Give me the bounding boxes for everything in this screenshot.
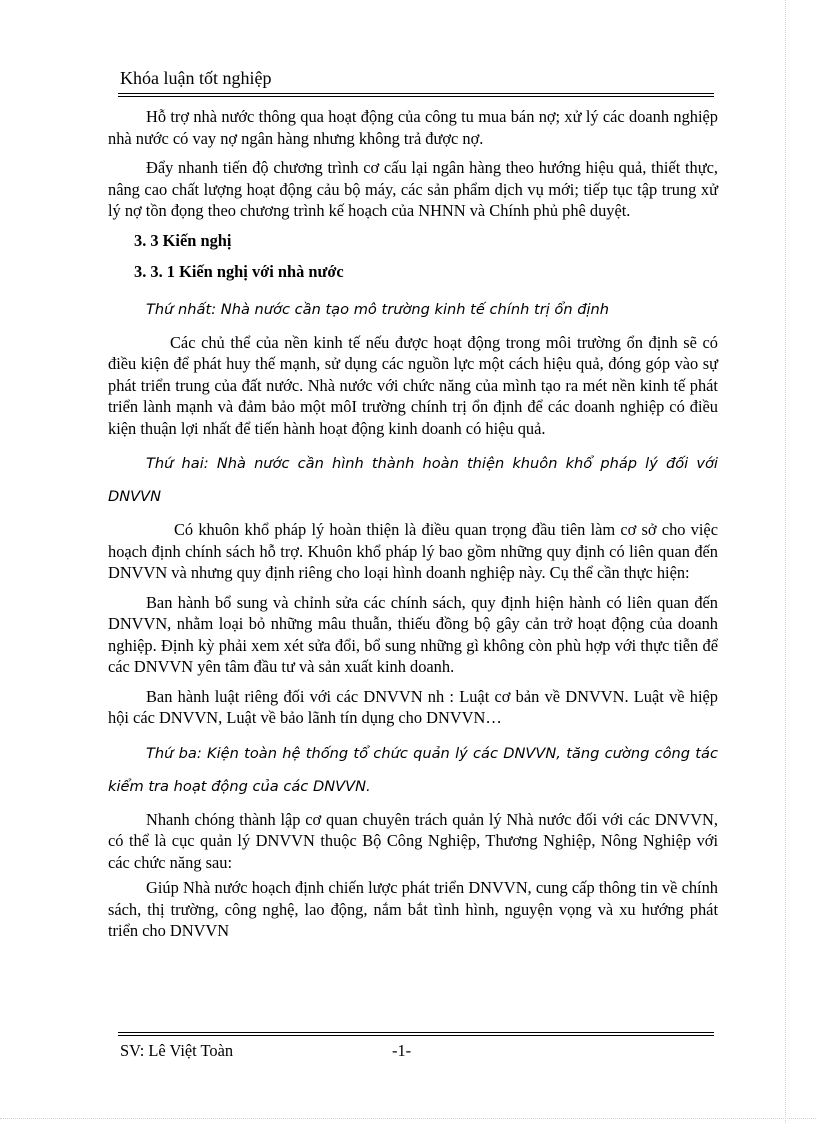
paragraph-5: Ban hành bổ sung và chỉnh sửa các chính sách, quy định hiện hành có liên quan đến DNVVN, nhằm loại bỏ những mâu thuẫn, thiếu đồng bộ gây cản trở hoạt động của doanh nghiệp. Định kỳ phải xem xét sửa đổi, bổ sung những gì không còn phù hợp với thực tiễn để các DNVVN yên tâm đầu tư và sản xuất kinh doanh. <box>108 592 718 676</box>
document-body <box>108 106 718 950</box>
italic-heading-3: Thứ ba: Kiện toàn hệ thống tổ chức quản lý các DNVVN, tăng cường công tác kiểm tra hoạt động của các DNVVN. <box>108 744 718 795</box>
paragraph-2: Đẩy nhanh tiến độ chương trình cơ cấu lại ngân hàng theo hướng hiệu quả, thiết thực, nâng cao chất lượng hoạt động cảu bộ máy, các sản phẩm dịch vụ mới; tiếp tục tập trung xử lý nợ tồn đọng theo chương trình kế hoạch của NHNN và Chính phủ phê duyệt. <box>108 158 718 220</box>
paragraph-8: Giúp Nhà nước hoạch định chiến lược phát triển DNVVN, cung cấp thông tin về chính sách, thị trường, công nghệ, lao động, nắm bắt tình hình, nguyện vọng và xu hướng phát triển cho DNVVN <box>108 878 718 940</box>
section-heading: 3. 3 Kiến nghị <box>134 230 232 250</box>
header-title: Khóa luận tốt nghiệp <box>120 68 272 88</box>
paragraph-1: Hỗ trợ nhà nước thông qua hoạt động của công tu mua bán nợ; xử lý các doanh nghiệp nhà nước có vay nợ ngân hàng nhưng không trả được nợ. <box>108 107 718 148</box>
italic-heading-2: Thứ hai: Nhà nước cần hình thành hoàn thiện khuôn khổ pháp lý đối với DNVVN <box>108 455 718 505</box>
page-edge-dotted-column <box>785 0 786 1123</box>
footer-page-number: -1- <box>392 1041 412 1060</box>
paragraph-4: Có khuôn khổ pháp lý hoàn thiện là điều quan trọng đầu tiên làm cơ sở cho việc hoạch định chính sách hỗ trợ. Khuôn khổ pháp lý bao gồm những quy định có liên quan đến DNVVN và nhưng quy định riêng cho loại hình doanh nghiệp này. Cụ thể cần thực hiện: <box>108 520 718 582</box>
italic-heading-1: Thứ nhất: Nhà nước cần tạo mô trường kinh tế chính trị ổn định <box>146 300 610 318</box>
page-edge-dotted-line <box>0 1118 816 1119</box>
paragraph-3: Các chủ thể của nền kinh tế nếu được hoạt động trong môi trường ổn định sẽ có điều kiện để phát huy thế mạnh, sử dụng các nguồn lực một cách hiệu quả, đóng góp vào sự phát triển trung của đất nước. Nhà nước với chức năng của mình tạo ra mét nền kinh tế phát triển lành mạnh và đảm bảo một môI trường chính trị ổn định để các doanh nghiệp có điều kiện thuận lợi nhất để tiến hành hoạt động kinh doanh có hiệu quả. <box>108 332 718 438</box>
footer-rule-bottom <box>118 1035 714 1036</box>
paragraph-7: Nhanh chóng thành lập cơ quan chuyên trách quản lý Nhà nước đối với các DNVVN, có thể là cục quản lý DNVVN thuộc Bộ Công Nghiệp, Thương Nghiệp, Nông Nghiệp với các chức năng sau: <box>108 809 718 872</box>
header-rule-top <box>118 93 714 94</box>
footer-author: SV: Lê Việt Toàn <box>120 1041 234 1060</box>
subsection-heading: 3. 3. 1 Kiến nghị với nhà nước <box>134 262 344 281</box>
footer-rule-top <box>118 1032 714 1033</box>
header-rule-bottom <box>118 96 714 97</box>
paragraph-6: Ban hành luật riêng đối với các DNVVN nh : Luật cơ bản về DNVVN. Luật về hiệp hội các DNVVN, Luật về bảo lãnh tín dụng cho DNVVN… <box>108 686 718 727</box>
